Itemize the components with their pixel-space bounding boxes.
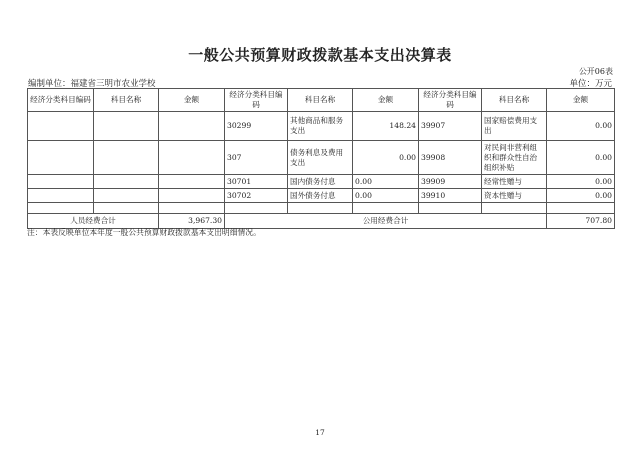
- table-cell: 39909: [419, 175, 482, 189]
- footnote: 注：本表反映单位本年度一般公共预算财政拨款基本支出明细情况。: [27, 228, 261, 237]
- table-cell: 资本性赠与: [482, 189, 547, 203]
- table-cell: 国家赔偿费用支出: [482, 112, 547, 141]
- table-cell: 其他商品和服务支出: [288, 112, 353, 141]
- table-cell: 30299: [225, 112, 288, 141]
- table-cell: [159, 112, 225, 141]
- table-cell: 0.00: [547, 112, 615, 141]
- header-cell: 金额: [159, 89, 225, 112]
- table-cell: [419, 203, 482, 214]
- table-cell: [94, 189, 159, 203]
- table-cell: [159, 141, 225, 175]
- page-number: 17: [315, 428, 325, 437]
- table-cell: 307: [225, 141, 288, 175]
- table-cell: 国内债务付息: [288, 175, 353, 189]
- table-cell: [28, 189, 94, 203]
- table-cell: 30702: [225, 189, 288, 203]
- header-cell: 经济分类科目编码: [28, 89, 94, 112]
- personnel-total-label: 人员经费合计: [28, 214, 159, 229]
- header-cell: 科目名称: [94, 89, 159, 112]
- table-cell: [94, 203, 159, 214]
- header-cell: 经济分类科目编码: [225, 89, 288, 112]
- table-row: [28, 141, 615, 175]
- table-cell: [159, 203, 225, 214]
- table-cell: [28, 175, 94, 189]
- header-cell: 金额: [547, 89, 615, 112]
- table-code: 公开06表: [578, 67, 613, 76]
- page-title: 一般公共预算财政拨款基本支出决算表: [188, 46, 452, 64]
- table-cell: [159, 175, 225, 189]
- table-cell: 0.00: [353, 141, 419, 175]
- table-cell: [159, 189, 225, 203]
- table-cell: 39907: [419, 112, 482, 141]
- table-cell: 0.00: [353, 175, 419, 189]
- header-cell: 科目名称: [288, 89, 353, 112]
- table-cell: [288, 203, 353, 214]
- table-cell: [94, 112, 159, 141]
- public-total-value: 707.80: [547, 214, 615, 229]
- table-cell: 148.24: [353, 112, 419, 141]
- table-cell: 30701: [225, 175, 288, 189]
- table-cell: [28, 141, 94, 175]
- table-cell: [225, 203, 288, 214]
- table-cell: [28, 112, 94, 141]
- header-cell: 金额: [353, 89, 419, 112]
- table-cell: [28, 203, 94, 214]
- table-cell: 0.00: [547, 141, 615, 175]
- public-total-label: 公用经费合计: [225, 214, 547, 229]
- table-cell: 39908: [419, 141, 482, 175]
- table-cell: [547, 203, 615, 214]
- table-row: [28, 203, 615, 214]
- unit-label: 单位：万元: [569, 79, 612, 89]
- table-cell: [94, 175, 159, 189]
- table-cell: 0.00: [353, 189, 419, 203]
- header-cell: 科目名称: [482, 89, 547, 112]
- table-cell: 国外债务付息: [288, 189, 353, 203]
- header-cell: 经济分类科目编码: [419, 89, 482, 112]
- table-cell: 债务利息及费用支出: [288, 141, 353, 175]
- table-cell: 经常性赠与: [482, 175, 547, 189]
- table-cell: [482, 203, 547, 214]
- table-cell: 0.00: [547, 175, 615, 189]
- personnel-total-value: 3,967.30: [159, 214, 225, 229]
- header-row: [28, 89, 615, 112]
- table-cell: 39910: [419, 189, 482, 203]
- table-row: [28, 175, 615, 189]
- table-cell: [353, 203, 419, 214]
- table-cell: 对民间非营利组织和群众性自治组织补贴: [482, 141, 547, 175]
- org-label: 编制单位：福建省三明市农业学校: [28, 79, 156, 89]
- table-cell: [94, 141, 159, 175]
- table-row: [28, 112, 615, 141]
- table-cell: 0.00: [547, 189, 615, 203]
- expenditure-table: [27, 88, 615, 229]
- table-row: [28, 189, 615, 203]
